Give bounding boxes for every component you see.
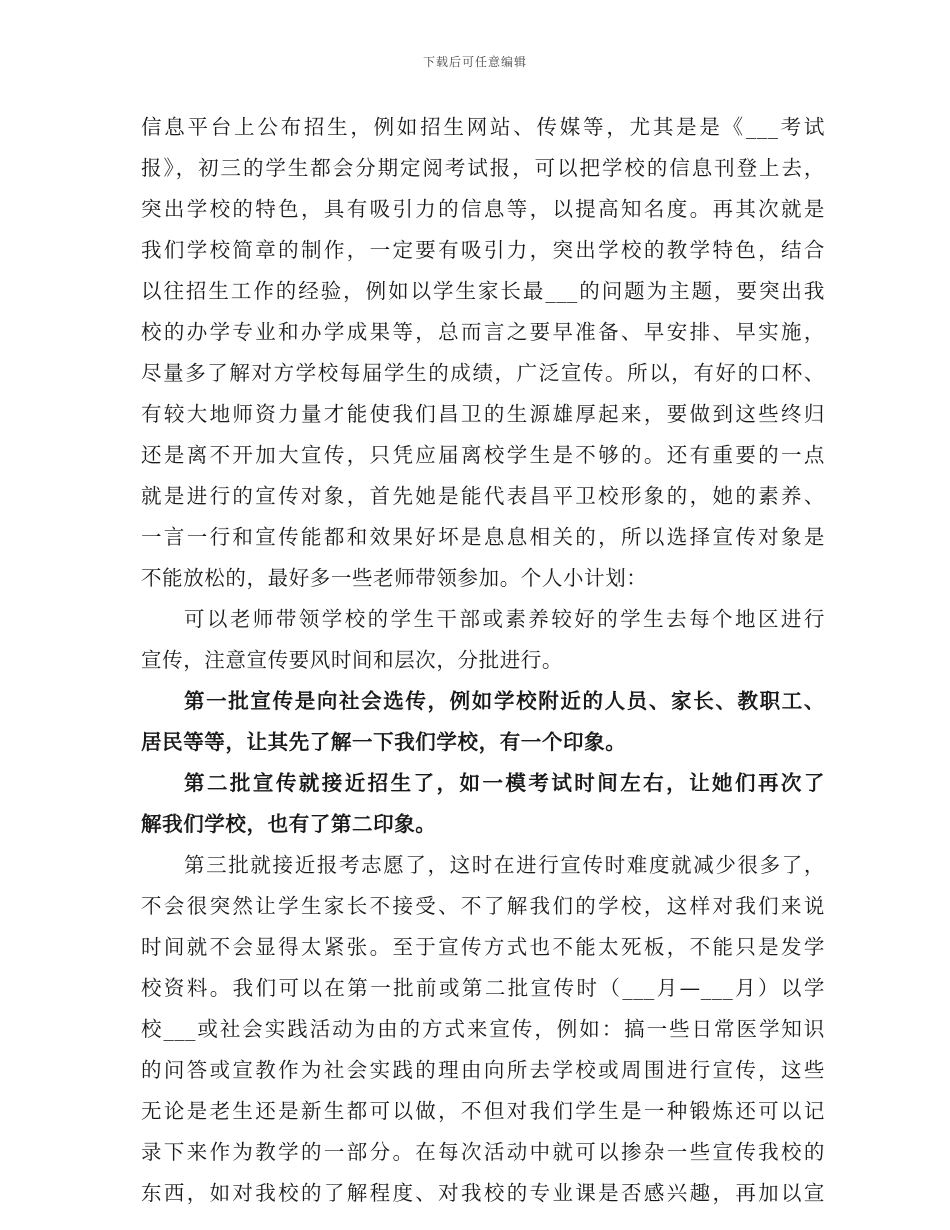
text-line: 第二批宣传就接近招生了，如一模考试时间左右，让她们再次了 — [184, 771, 825, 795]
text-line: 录下来作为教学的一部分。在每次活动中就可以掺杂一些宣传我校的 — [141, 1140, 825, 1164]
page-header-note: 下载后可任意编辑 — [422, 55, 527, 69]
text-line: 第三批就接近报考志愿了，这时在进行宣传时难度就减少很多了， — [184, 853, 825, 877]
text-line: 可以老师带领学校的学生干部或素养较好的学生去每个地区进行 — [184, 607, 825, 631]
text-line: 校的办学专业和办学成果等，总而言之要早准备、早安排、早实施， — [141, 320, 825, 344]
text-line: 不能放松的，最好多一些老师带领参加。个人小计划： — [141, 566, 648, 590]
text-line: 有较大地师资力量才能使我们昌卫的生源雄厚起来，要做到这些终归 — [141, 402, 825, 426]
text-line: 的问答或宣教作为社会实践的理由向所去学校或周围进行宣传，这些 — [141, 1058, 825, 1082]
text-line: 校___或社会实践活动为由的方式来宣传，例如：搞一些日常医学知识 — [141, 1017, 825, 1041]
text-line: 突出学校的特色，具有吸引力的信息等，以提高知名度。再其次就是 — [141, 197, 825, 221]
text-line: 信息平台上公布招生，例如招生网站、传媒等，尤其是是《___考试 — [141, 115, 825, 139]
text-line: 以往招生工作的经验，例如以学生家长最___的问题为主题，要突出我 — [141, 279, 825, 303]
text-line: 第一批宣传是向社会选传，例如学校附近的人员、家长、教职工、 — [184, 689, 825, 713]
text-line: 就是进行的宣传对象，首先她是能代表昌平卫校形象的，她的素养、 — [141, 484, 825, 508]
text-line: 东西，如对我校的了解程度、对我校的专业课是否感兴趣，再加以宣 — [141, 1181, 825, 1205]
text-line: 我们学校简章的制作，一定要有吸引力，突出学校的教学特色，结合 — [141, 238, 825, 262]
text-line: 还是离不开加大宣传，只凭应届离校学生是不够的。还有重要的一点 — [141, 443, 825, 467]
text-line: 宣传，注意宣传要风时间和层次，分批进行。 — [141, 648, 563, 672]
text-line: 时间就不会显得太紧张。至于宣传方式也不能太死板，不能只是发学 — [141, 935, 825, 959]
text-line: 尽量多了解对方学校每届学生的成绩，广泛宣传。所以，有好的口杯、 — [141, 361, 825, 385]
text-line: 一言一行和宣传能都和效果好坏是息息相关的，所以选择宣传对象是 — [141, 525, 825, 549]
text-line: 校资料。我们可以在第一批前或第二批宣传时（___月—___月）以学 — [141, 976, 825, 1000]
text-line: 无论是老生还是新生都可以做，不但对我们学生是一种锻炼还可以记 — [141, 1099, 825, 1123]
text-line: 解我们学校，也有了第二印象。 — [141, 812, 437, 836]
document-body — [141, 107, 825, 1214]
text-line: 报》，初三的学生都会分期定阅考试报，可以把学校的信息刊登上去， — [141, 156, 825, 180]
text-line: 居民等等，让其先了解一下我们学校，有一个印象。 — [141, 730, 627, 754]
text-line: 不会很突然让学生家长不接受、不了解我们的学校，这样对我们来说 — [141, 894, 825, 918]
